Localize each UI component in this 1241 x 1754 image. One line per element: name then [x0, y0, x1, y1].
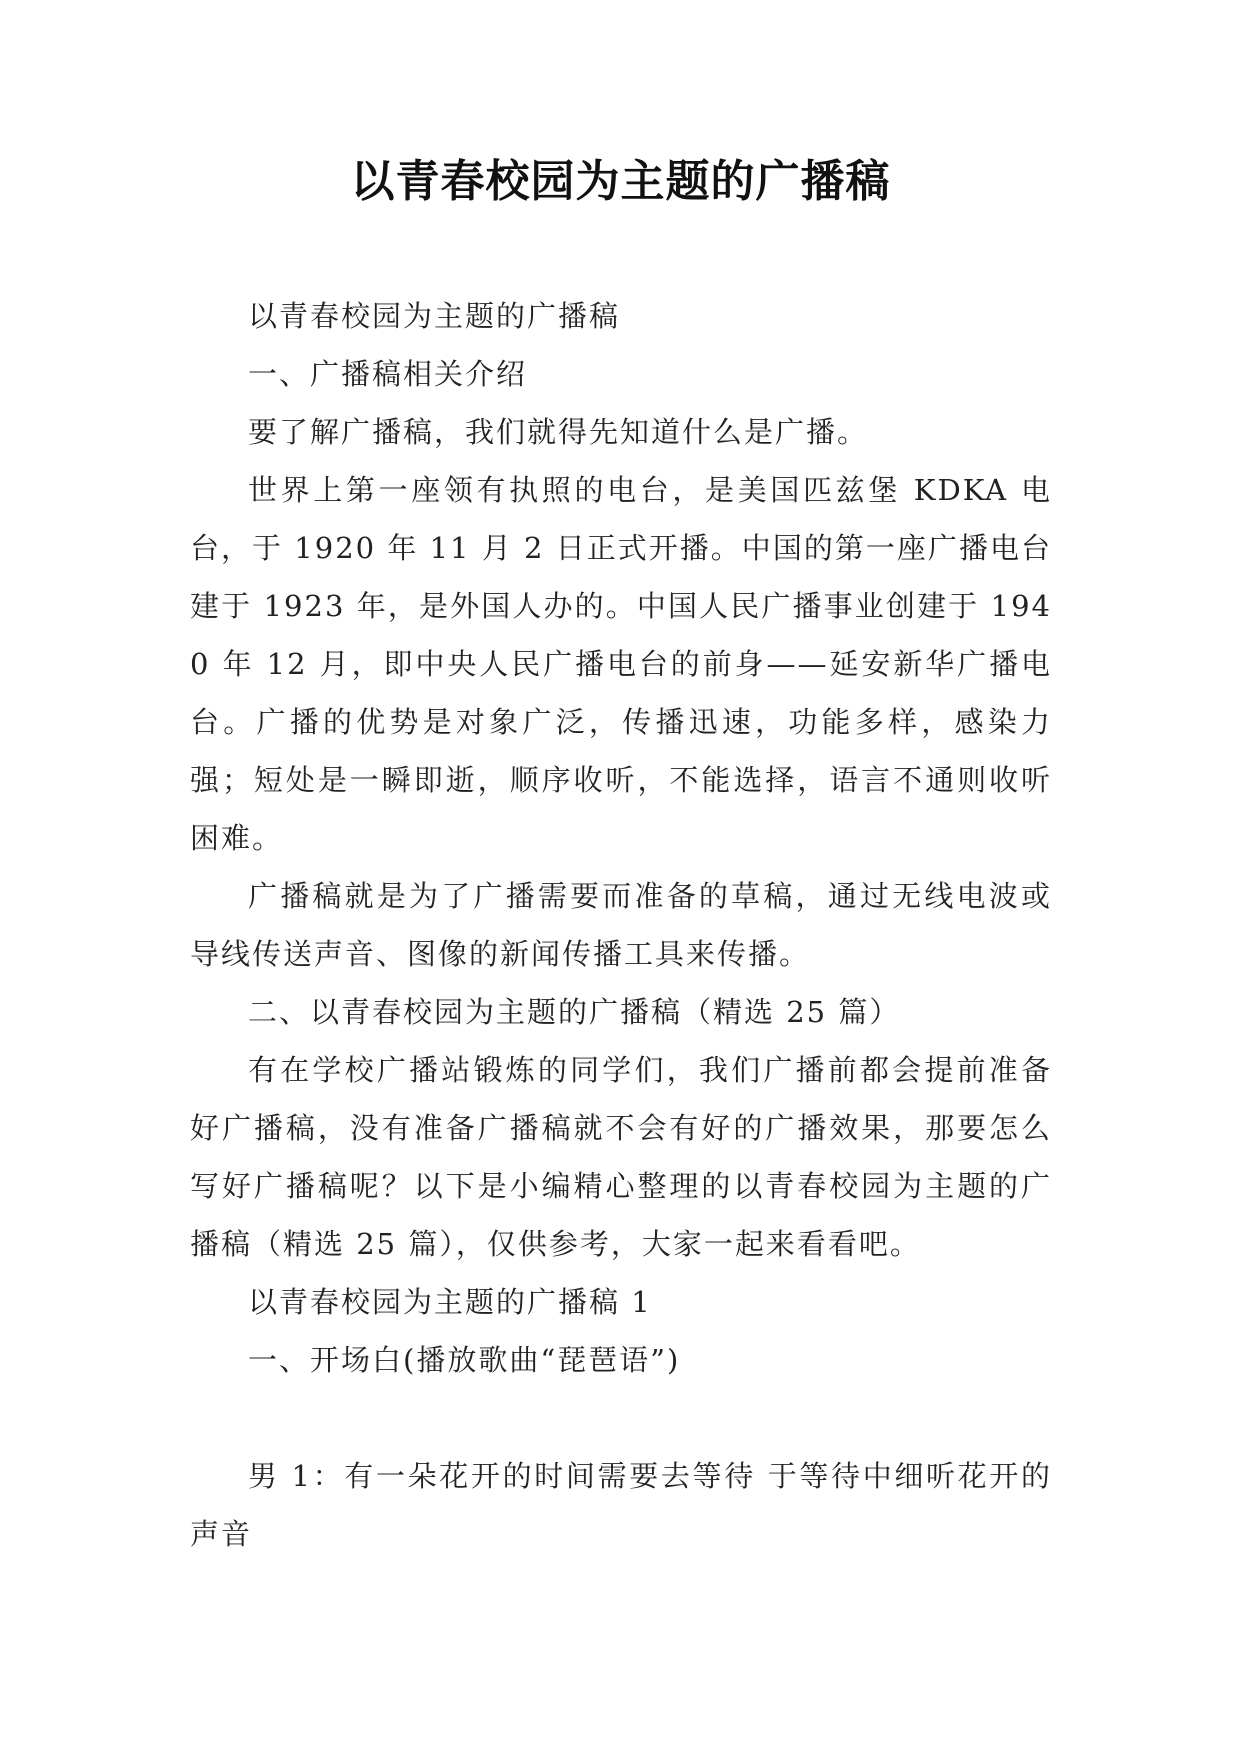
- paragraph-subtitle: 以青春校园为主题的广播稿: [248, 299, 621, 333]
- paragraph-section-one-heading: 一、广播稿相关介绍: [248, 357, 528, 391]
- paragraph-radio-history: 世界上第一座领有执照的电台，是美国匹兹堡 KDKA 电台，于 1920 年 11 月 2 日正式开播。中国的第一座广播电台建于 1923 年，是外国人办的。中国人民广播事业创建于 1940 年 12 月，即中央人民广播电台的前身——延安新华广播电台。广播的优势是对象广泛，传播迅速，功能多样，感染力强；短处是一瞬即逝，顺序收听，不能选择，语言不通则收听困难。: [190, 473, 1052, 855]
- paragraph-section-two-intro: 有在学校广播站锻炼的同学们，我们广播前都会提前准备好广播稿，没有准备广播稿就不会有好的广播效果，那要怎么写好广播稿呢？以下是小编精心整理的以青春校园为主题的广播稿（精选 25 篇），仅供参考，大家一起来看看吧。: [190, 1053, 1052, 1261]
- paragraph-script-one-heading: 以青春校园为主题的广播稿 1: [248, 1285, 652, 1319]
- paragraph-opening-heading: 一、开场白(播放歌曲“琵琶语”): [248, 1343, 681, 1377]
- document-title: 以青春校园为主题的广播稿: [350, 156, 891, 207]
- document-body: [190, 287, 1052, 1563]
- paragraph-spacer: [190, 1389, 1052, 1447]
- paragraph-intro: 要了解广播稿，我们就得先知道什么是广播。: [248, 415, 869, 449]
- paragraph-male-one-line: 男 1：有一朵花开的时间需要去等待 于等待中细听花开的声音: [190, 1459, 1052, 1551]
- paragraph-section-two-heading: 二、以青春校园为主题的广播稿（精选 25 篇）: [248, 995, 901, 1029]
- paragraph-broadcast-definition: 广播稿就是为了广播需要而准备的草稿，通过无线电波或导线传送声音、图像的新闻传播工具来传播。: [190, 879, 1052, 971]
